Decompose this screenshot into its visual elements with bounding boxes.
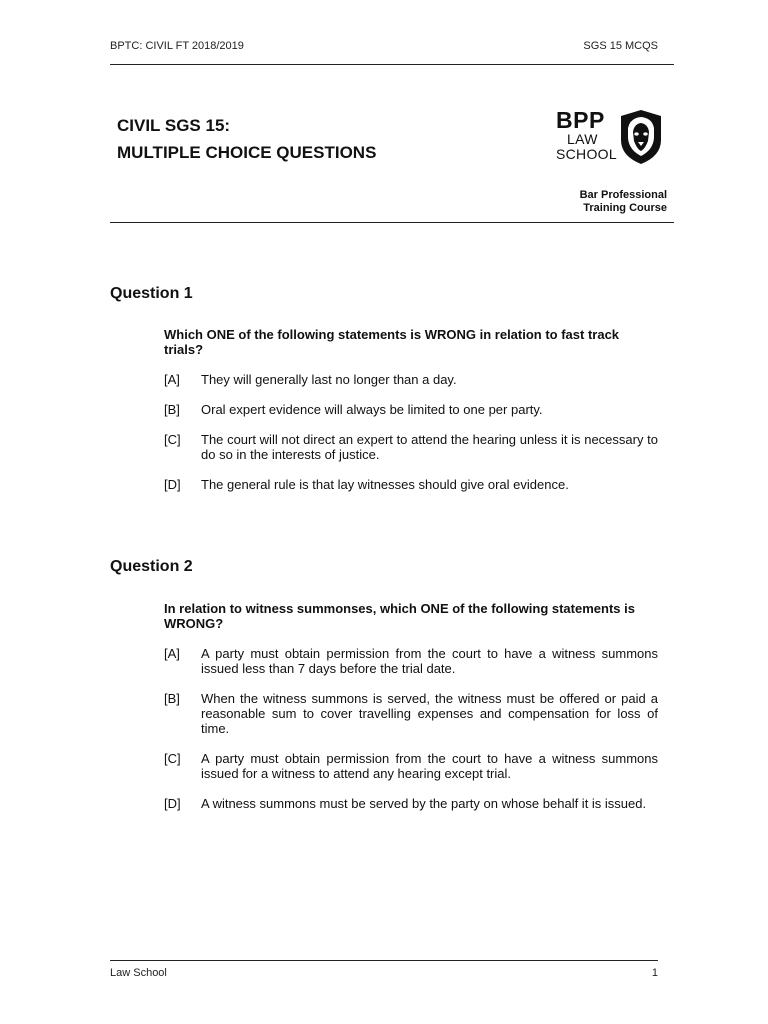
tagline-line2: Training Course bbox=[583, 202, 667, 214]
logo-wordmark bbox=[556, 108, 617, 162]
option-text: The general rule is that lay witnesses should give oral evidence. bbox=[201, 477, 569, 492]
question-2-option-c bbox=[164, 751, 658, 781]
running-header-left: BPTC: CIVIL FT 2018/2019 bbox=[110, 40, 244, 52]
question-2 bbox=[164, 601, 658, 811]
title-rule bbox=[110, 222, 674, 223]
question-2-stem: In relation to witness summonses, which ONE of the following statements is WRONG? bbox=[164, 601, 635, 631]
logo-line-law: LAW bbox=[567, 131, 598, 147]
question-1-option-c bbox=[164, 432, 658, 462]
running-header bbox=[110, 40, 658, 52]
question-1-stem: Which ONE of the following statements is WRONG in relation to fast track trials? bbox=[164, 327, 620, 357]
option-label: [D] bbox=[164, 477, 181, 492]
bpp-law-school-logo bbox=[556, 108, 668, 170]
option-label: [A] bbox=[164, 646, 180, 661]
footer-left: Law School bbox=[110, 967, 167, 979]
question-2-option-b bbox=[164, 691, 658, 736]
running-header-right: SGS 15 MCQS bbox=[583, 40, 658, 52]
option-label: [B] bbox=[164, 691, 180, 706]
document-title-line1: CIVIL SGS 15: bbox=[117, 116, 231, 135]
option-text: A witness summons must be served by the party on whose behalf it is issued. bbox=[201, 796, 647, 811]
page-number: 1 bbox=[651, 967, 658, 979]
option-text: The court will not direct an expert to attend the hearing unless it is necessary to do so in the interests of justice. bbox=[201, 432, 658, 462]
question-1-option-a bbox=[164, 372, 658, 387]
question-1 bbox=[164, 327, 658, 492]
logo-line-school: SCHOOL bbox=[556, 146, 617, 162]
option-text: Oral expert evidence will always be limited to one per party. bbox=[201, 402, 543, 417]
document-title bbox=[117, 112, 376, 166]
question-1-heading: Question 1 bbox=[110, 285, 193, 302]
question-1-option-d bbox=[164, 477, 658, 492]
document-title-line2: MULTIPLE CHOICE QUESTIONS bbox=[117, 143, 377, 162]
header-rule bbox=[110, 64, 674, 65]
option-text: They will generally last no longer than a day. bbox=[201, 372, 457, 387]
footer-rule bbox=[110, 960, 658, 961]
running-footer bbox=[110, 967, 658, 979]
option-text: A party must obtain permission from the court to have a witness summons issued for a witness to attend any hearing except trial. bbox=[201, 751, 658, 781]
option-label: [B] bbox=[164, 402, 180, 417]
option-label: [D] bbox=[164, 796, 181, 811]
tagline-line1: Bar Professional bbox=[579, 189, 667, 201]
option-label: [C] bbox=[164, 432, 181, 447]
option-text: When the witness summons is served, the witness must be offered or paid a reasonable sum to cover travelling expenses and compensation for loss of time. bbox=[201, 691, 658, 736]
option-label: [C] bbox=[164, 751, 181, 766]
question-2-option-d bbox=[164, 796, 658, 811]
question-1-option-b bbox=[164, 402, 658, 417]
lion-head-icon bbox=[617, 108, 665, 166]
logo-brand: BPP bbox=[556, 107, 605, 133]
question-2-option-a bbox=[164, 646, 658, 676]
option-text: A party must obtain permission from the court to have a witness summons issued less than 7 days before the trial date. bbox=[201, 646, 658, 676]
option-label: [A] bbox=[164, 372, 180, 387]
course-tagline bbox=[580, 189, 667, 215]
question-2-heading: Question 2 bbox=[110, 558, 193, 575]
